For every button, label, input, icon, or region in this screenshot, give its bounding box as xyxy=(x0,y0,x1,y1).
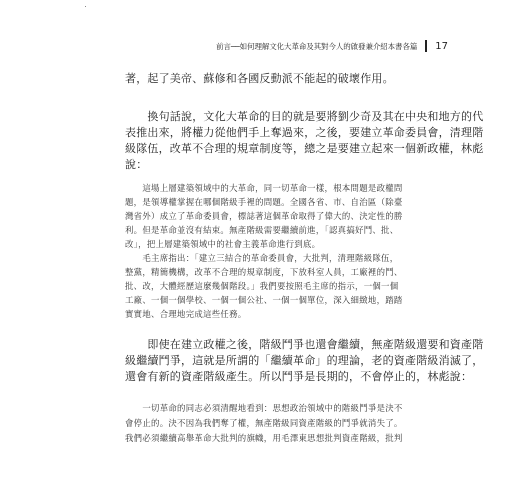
body-line: 著，起了美帝、蘇修和各國反動派不能起的破壞作用。 xyxy=(125,72,394,85)
quote-line: 一切革命的同志必須清醒地看到：思想政治領域中的階級鬥爭是決不 xyxy=(125,403,403,413)
quote-line: 我們必須繼續高舉革命大批判的旗幟，用毛澤東思想批判資產階級，批判 xyxy=(125,433,403,443)
header-title: 前言──如何理解文化大革命及其對今人的啟發兼介紹本書各篇 xyxy=(216,41,418,51)
quote-line: 實實地、合理地完成這些任務。 xyxy=(125,309,247,319)
quote-line: 改」，把上層建築領域中的社會主義革命進行到底。 xyxy=(125,239,321,249)
body-line: 換句話說，文化大革命的目的就是要將劉少奇及其在中央和地方的代 xyxy=(125,110,484,123)
page-number: 17 xyxy=(435,40,448,52)
quote-line: 題，是領導權掌握在哪個階級手裡的問題。全國各省、市、自治區（除臺 xyxy=(125,197,403,207)
header-divider xyxy=(425,40,427,52)
quote-line: 整黨，精簡機構，改革不合理的規章制度，下放科室人員，工廠裡的鬥、 xyxy=(125,267,403,277)
quote-line: 利。但是革命並沒有結束。無產階級需要繼續前進，「認真搞好鬥、批、 xyxy=(125,225,399,235)
quote-line: 灣省外）成立了革命委員會，標誌著這個革命取得了偉大的、決定性的勝 xyxy=(125,211,403,221)
quote-line: 會停止的。決不因為我們奪了權，無產階級同資產階級的鬥爭就消失了。 xyxy=(125,418,403,428)
running-header xyxy=(198,38,448,54)
body-line: 級繼續鬥爭，這就是所謂的「繼續革命」的理論，老的資產階級消滅了， xyxy=(125,354,484,367)
quote-line: 批、改，大體經歷這麼幾個階段。」我們要按照毛主席的指示，一個一個 xyxy=(125,281,399,291)
scan-dot xyxy=(85,6,86,7)
quote-line: 毛主席指出：「建立三結合的革命委員會，大批判，清理階級隊伍， xyxy=(125,253,399,263)
body-line: 說： xyxy=(125,158,148,171)
quote-line: 工廠、一個一個學校、一個一個公社、一個一個單位，深入細緻地，踏踏 xyxy=(125,295,403,305)
quote-line: 這場上層建築領域中的大革命，同一切革命一樣，根本問題是政權問 xyxy=(125,183,403,193)
body-line: 表推出來，將權力從他們手上奪過來，之後，要建立革命委員會，清理階 xyxy=(125,126,484,139)
body-line: 級隊伍，改革不合理的規章制度等，總之是要建立起來一個新政權，林彪 xyxy=(125,142,484,155)
body-line: 還會有新的資產階級產生。所以鬥爭是長期的，不會停止的，林彪說： xyxy=(125,370,473,383)
body-line: 即使在建立政權之後，階級鬥爭也還會繼續，無產階級還要和資產階 xyxy=(125,338,484,351)
